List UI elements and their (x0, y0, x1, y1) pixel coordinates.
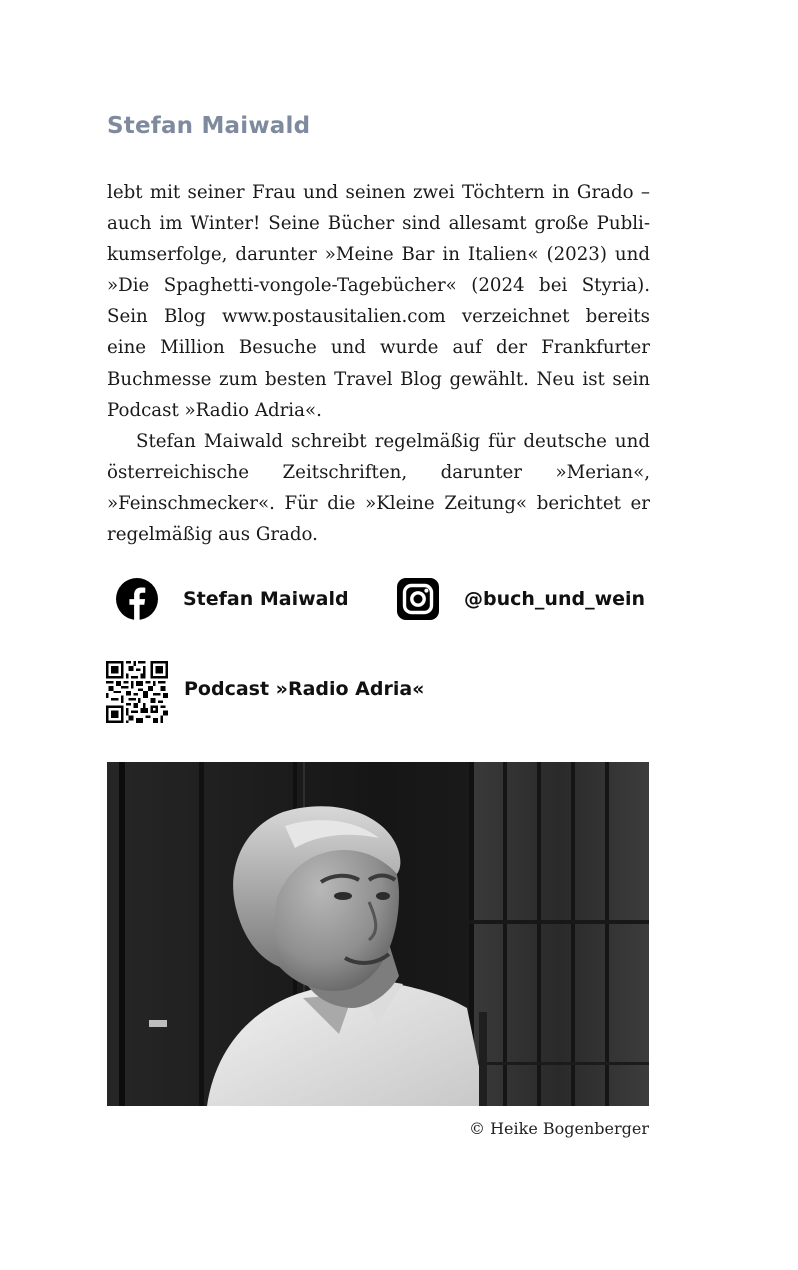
podcast-link[interactable] (106, 661, 424, 723)
facebook-icon (116, 578, 158, 620)
bio-paragraph-2: Stefan Maiwald schreibt regelmäßig für deutsche und österreichische Zeitschriften, darunter »Merian«, »Feinschmecker«. Für die »Kleine Zeitung« berichtet er regelmäßig aus Grado. (107, 430, 650, 546)
qr-code-icon (106, 661, 168, 723)
bio-paragraph-1: lebt mit seiner Frau und seinen zwei Töchtern in Grado – auch im Winter! Seine Bücher sind allesamt große Publikumserfolge, darunter »Meine Bar in Italien« (2023) und »Die Spaghetti-vongole-Tagebücher« (2024 bei Styria). Sein Blog www.postausitalien.com verzeichnet bereits eine Million Besuche und wurde auf der Frankfurter Buchmesse zum besten Travel Blog gewählt. Neu ist sein Podcast »Radio Adria«. (107, 182, 650, 421)
podcast-label: Podcast »Radio Adria« (184, 678, 425, 700)
facebook-label: Stefan Maiwald (183, 588, 349, 610)
bio-text (107, 177, 650, 550)
instagram-icon (397, 578, 439, 620)
instagram-label: @buch_und_wein (464, 588, 646, 610)
photo-credit: © Heike Bogenberger (469, 1119, 649, 1138)
instagram-link[interactable] (397, 578, 645, 620)
page-title: Stefan Maiwald (107, 113, 311, 139)
facebook-link[interactable] (116, 578, 349, 620)
author-photo (107, 762, 649, 1106)
